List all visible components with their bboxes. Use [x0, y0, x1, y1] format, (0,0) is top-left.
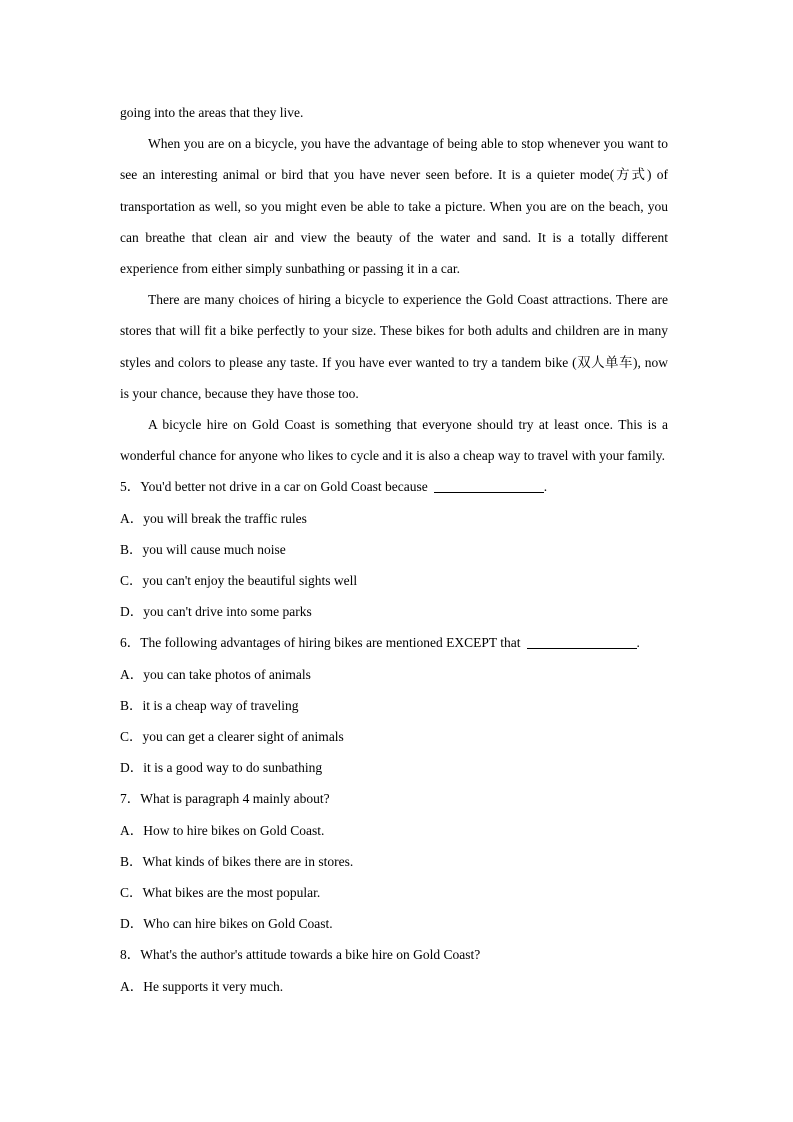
option-text: He supports it very much. [143, 978, 284, 994]
option-c [120, 877, 668, 908]
option-b [120, 690, 668, 721]
question-8 [120, 939, 668, 1001]
option-label: D． [120, 604, 144, 620]
option-text: it is a cheap way of traveling [142, 697, 299, 713]
option-label: B． [120, 853, 143, 869]
option-a [120, 815, 668, 846]
question-stem [120, 783, 668, 814]
option-label: B． [120, 541, 143, 557]
option-d [120, 908, 668, 939]
question-number: 6． [120, 635, 141, 651]
option-a [120, 503, 668, 534]
option-label: B． [120, 697, 143, 713]
option-text: Who can hire bikes on Gold Coast. [143, 916, 333, 932]
question-5 [120, 471, 668, 627]
question-7 [120, 783, 668, 939]
question-stem [120, 471, 668, 502]
answer-blank [527, 647, 637, 649]
option-label: D． [120, 760, 144, 776]
question-text: What is paragraph 4 mainly about? [140, 791, 330, 807]
option-text: you can get a clearer sight of animals [142, 729, 344, 745]
option-a [120, 971, 668, 1002]
option-text: you can't drive into some parks [143, 604, 312, 620]
question-text: The following advantages of hiring bikes are mentioned EXCEPT that [140, 635, 521, 651]
option-c [120, 565, 668, 596]
question-number: 8． [120, 947, 141, 963]
question-text: You'd better not drive in a car on Gold Coast because [140, 479, 428, 495]
option-text: you can take photos of animals [143, 666, 311, 682]
option-c [120, 721, 668, 752]
option-d [120, 596, 668, 627]
option-label: C． [120, 729, 143, 745]
question-number: 5． [120, 479, 141, 495]
option-text: it is a good way to do sunbathing [143, 760, 323, 776]
passage-paragraph-1: When you are on a bicycle, you have the advantage of being able to stop whenever you want to see an interesting animal or bird that you have never seen before. It is a quieter mode(方式) of transportation as well, so you might even be able to take a picture. When you are on the beach, you can breathe that clean air and view the beauty of the water and sand. It is a totally different experience from either simply sunbathing or passing it in a car. [120, 136, 668, 277]
option-label: A． [120, 510, 144, 526]
option-d [120, 752, 668, 783]
option-text: you will break the traffic rules [143, 510, 307, 526]
option-label: C． [120, 573, 143, 589]
question-stem [120, 627, 668, 658]
option-label: A． [120, 666, 144, 682]
question-text: What's the author's attitude towards a bike hire on Gold Coast? [140, 947, 481, 963]
answer-blank [434, 491, 544, 493]
option-label: A． [120, 822, 144, 838]
question-end: . [636, 635, 640, 651]
passage-paragraph-0: going into the areas that they live. [120, 105, 304, 120]
option-text: you will cause much noise [142, 541, 286, 557]
passage-paragraph-3: A bicycle hire on Gold Coast is something that everyone should try at least once. This is a wonderful chance for anyone who likes to cycle and it is also a cheap way to travel with your family. [120, 417, 668, 464]
option-b [120, 846, 668, 877]
option-label: C． [120, 885, 143, 901]
option-text: What kinds of bikes there are in stores. [142, 853, 354, 869]
question-6 [120, 627, 668, 783]
option-text: you can't enjoy the beautiful sights well [142, 573, 358, 589]
question-end: . [543, 479, 548, 495]
option-label: D． [120, 916, 144, 932]
question-stem [120, 939, 668, 970]
option-text: What bikes are the most popular. [142, 885, 321, 901]
option-text: How to hire bikes on Gold Coast. [143, 822, 325, 838]
option-label: A． [120, 978, 144, 994]
option-a [120, 659, 668, 690]
question-number: 7． [120, 791, 141, 807]
document-content [120, 97, 668, 1002]
option-b [120, 534, 668, 565]
passage-paragraph-2: There are many choices of hiring a bicycle to experience the Gold Coast attractions. There are stores that will fit a bike perfectly to your size. These bikes for both adults and children are in many styles and colors to please any taste. If you have ever wanted to try a tandem bike (双人单车), now is your chance, because they have those too. [120, 292, 668, 401]
